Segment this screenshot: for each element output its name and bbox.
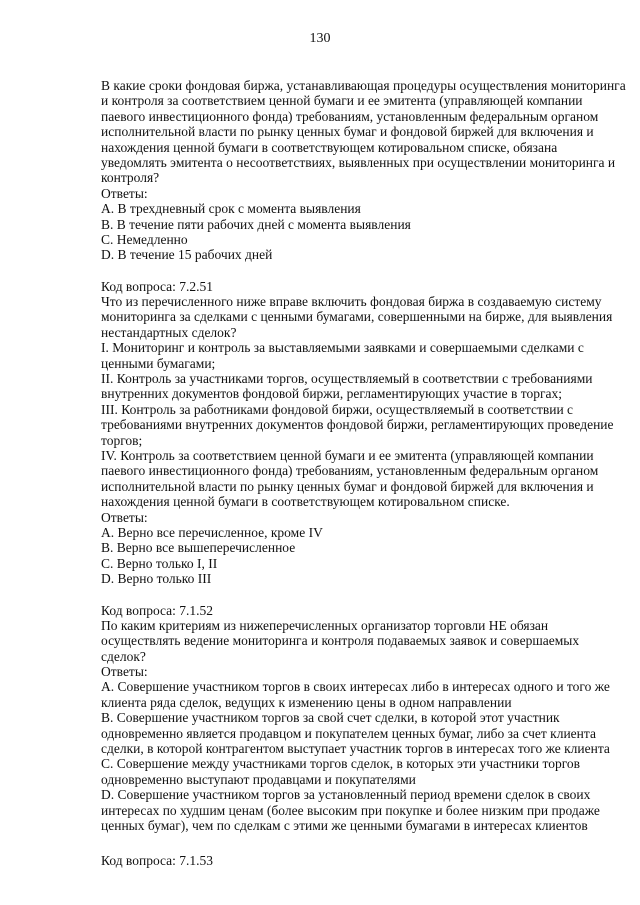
- text-line: D. Верно только III: [101, 571, 212, 587]
- text-line: Ответы:: [101, 185, 148, 201]
- text-line: исполнительной власти по рынку ценных бумаг и фондовой биржей для включения и: [101, 478, 594, 494]
- text-line: III. Контроль за работниками фондовой биржи, осуществляемый в соответствии с: [101, 401, 574, 417]
- text-line: IV. Контроль за соответствием ценной бумаги и ее эмитента (управляющей компании: [101, 447, 594, 463]
- text-line: B. В течение пяти рабочих дней с момента выявления: [101, 216, 411, 232]
- text-line: интересах по худшим ценам (более высоким при покупке и более низким при продаже: [101, 802, 600, 818]
- text-line: В какие сроки фондовая биржа, устанавливающая процедуры осуществления мониторинга: [101, 78, 626, 93]
- block-spacer: [101, 263, 601, 279]
- text-line: C. Совершение между участниками торгов сделок, в которых эти участники торгов: [101, 756, 581, 772]
- text-line: контроля?: [101, 170, 160, 186]
- text-line: Ответы:: [101, 509, 148, 525]
- question-block: [101, 602, 610, 834]
- text-line: Ответы:: [101, 664, 148, 680]
- text-line: внутренних документов фондовой биржи, регламентирующих участие в торгах;: [101, 386, 562, 402]
- block-spacer: [101, 587, 601, 603]
- text-line: B. Совершение участником торгов за свой счет сделки, в которой этот участник: [101, 710, 560, 726]
- text-line: ценных бумаг), чем по сделкам с этими же ценными бумагами в интересах клиентов: [101, 817, 588, 833]
- text-line: D. В течение 15 рабочих дней: [101, 247, 273, 263]
- text-line: A. Совершение участником торгов в своих интересах либо в интересах одного и того же: [101, 679, 610, 695]
- text-line: A. Верно все перечисленное, кроме IV: [101, 524, 323, 540]
- text-line: Код вопроса: 7.1.53: [101, 853, 214, 869]
- text-line: уведомлять эмитента о несоответствиях, выявленных при осуществлении мониторинга и: [101, 154, 616, 170]
- text-line: сделки, в которой контрагентом выступает участник торгов в интересах того же клиента: [101, 741, 610, 757]
- text-line: Что из перечисленного ниже вправе включить фондовая биржа в создаваемую систему: [101, 294, 602, 310]
- text-line: одновременно выступают продавцами и покупателями: [101, 771, 416, 787]
- text-line: требованиями внутренних документов фондовой биржи, регламентирующих проведение: [101, 417, 614, 433]
- block-spacer: [101, 833, 601, 853]
- text-line: II. Контроль за участниками торгов, осуществляемый в соответствии с требованиями: [101, 371, 593, 387]
- question-block: [101, 278, 614, 587]
- text-line: осуществлять ведение мониторинга и контроля подаваемых заявок и совершаемых: [101, 633, 580, 649]
- text-line: паевого инвестиционного фонда) требованиям, установленным федеральным органом: [101, 108, 599, 124]
- text-line: исполнительной власти по рынку ценных бумаг и фондовой биржей для включения и: [101, 124, 594, 140]
- document-body: [101, 78, 626, 869]
- text-line: Код вопроса: 7.1.52: [101, 602, 214, 618]
- text-line: I. Мониторинг и контроль за выставляемыми заявками и совершаемыми сделками с: [101, 340, 584, 356]
- text-line: B. Верно все вышеперечисленное: [101, 540, 296, 556]
- text-line: торгов;: [101, 432, 143, 448]
- question-block: [101, 78, 626, 263]
- text-line: ценными бумагами;: [101, 355, 216, 371]
- text-line: клиента ряда сделок, ведущих к изменению цены в одном направлении: [101, 694, 512, 710]
- text-line: сделок?: [101, 648, 146, 664]
- page-number: 130: [309, 31, 331, 46]
- text-line: D. Совершение участником торгов за установленный период времени сделок в своих: [101, 787, 591, 803]
- text-line: По каким критериям из нижеперечисленных организатор торговли НЕ обязан: [101, 617, 549, 633]
- text-line: C. Верно только I, II: [101, 555, 218, 571]
- text-line: одновременно является продавцом и покупателем ценных бумаг, либо за счет клиента: [101, 725, 596, 741]
- text-line: нахождения ценной бумаги в соответствующем котировальном списке.: [101, 494, 510, 510]
- text-line: мониторинга за сделками с ценными бумагами, совершенными на бирже, для выявления: [101, 309, 613, 325]
- text-line: и контроля за соответствием ценной бумаги и ее эмитента (управляющей компании: [101, 93, 583, 109]
- text-line: нахождения ценной бумаги в соответствующем котировальном списке, обязана: [101, 139, 558, 155]
- text-line: Код вопроса: 7.2.51: [101, 278, 214, 294]
- text-line: C. Немедленно: [101, 231, 188, 247]
- question-block: [101, 853, 601, 868]
- text-line: A. В трехдневный срок с момента выявления: [101, 201, 361, 217]
- text-line: нестандартных сделок?: [101, 324, 237, 340]
- text-line: паевого инвестиционного фонда) требованиям, установленным федеральным органом: [101, 463, 599, 479]
